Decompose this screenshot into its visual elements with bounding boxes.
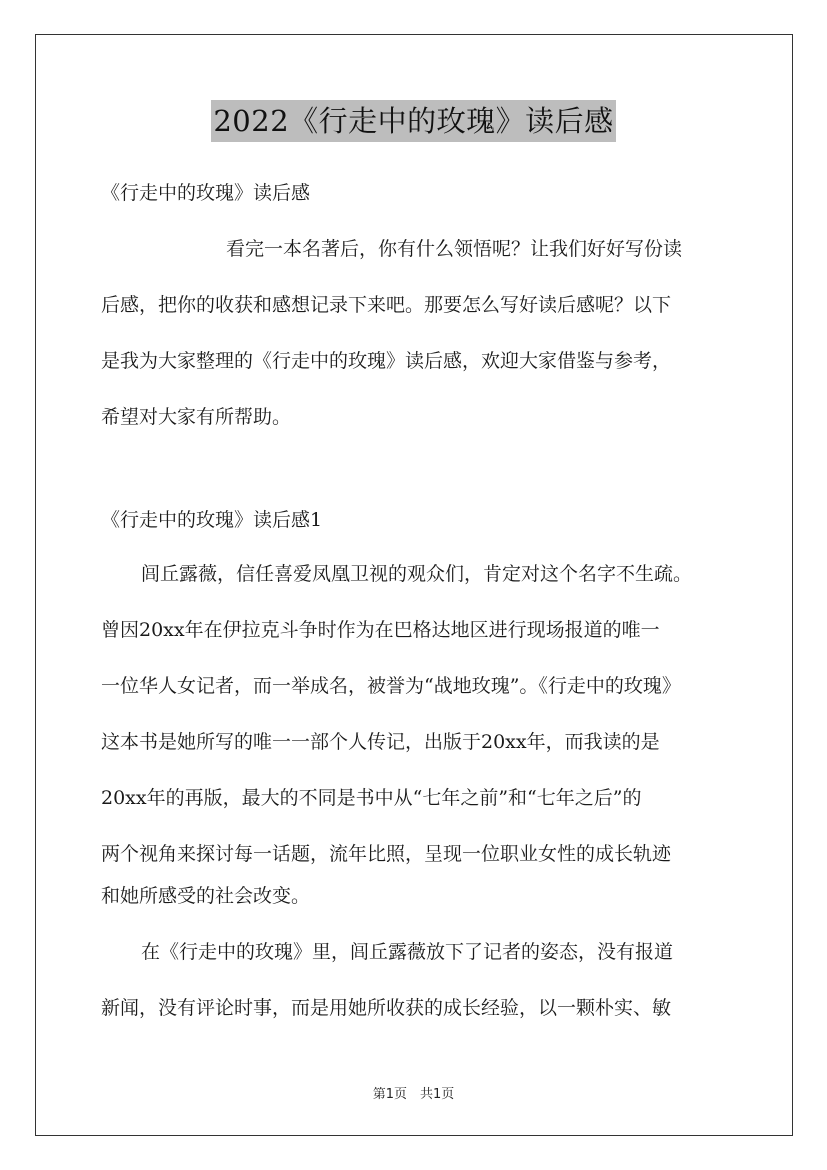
paragraph-line: 新闻，没有评论时事，而是用她所收获的成长经验，以一颗朴实、敏 xyxy=(101,997,672,1019)
paragraph-line: 曾因20xx年在伊拉克斗争时作为在巴格达地区进行现场报道的唯一 xyxy=(101,619,660,641)
paragraph-line: 两个视角来探讨每一话题，流年比照，呈现一位职业女性的成长轨迹 xyxy=(101,843,672,865)
intro-line: 看完一本名著后，你有什么领悟呢？让我们好好写份读 xyxy=(226,238,683,260)
title-container xyxy=(0,100,827,142)
section-heading: 《行走中的玫瑰》读后感1 xyxy=(101,509,323,531)
page-footer: 第1页 共1页 xyxy=(372,1087,455,1102)
paragraph-line: 在《行走中的玫瑰》里，闾丘露薇放下了记者的姿态，没有报道 xyxy=(141,941,674,963)
intro-line: 后感，把你的收获和感想记录下来吧。那要怎么写好读后感呢？以下 xyxy=(101,294,672,316)
paragraph-line: 和她所感受的社会改变。 xyxy=(101,885,311,907)
paragraph-line: 闾丘露薇，信任喜爱凤凰卫视的观众们，肯定对这个名字不生疏。 xyxy=(141,563,693,585)
paragraph-line: 20xx年的再版，最大的不同是书中从“七年之前”和“七年之后”的 xyxy=(101,787,642,809)
document-subtitle: 《行走中的玫瑰》读后感 xyxy=(101,182,311,204)
intro-line: 是我为大家整理的《行走中的玫瑰》读后感，欢迎大家借鉴与参考， xyxy=(101,350,672,372)
paragraph-line: 一位华人女记者，而一举成名，被誉为“战地玫瑰”。《行走中的玫瑰》 xyxy=(101,675,681,697)
intro-line: 希望对大家有所帮助。 xyxy=(101,406,292,428)
paragraph-line: 这本书是她所写的唯一一部个人传记，出版于20xx年，而我读的是 xyxy=(101,731,660,753)
document-title: 2022《行走中的玫瑰》读后感 xyxy=(211,100,615,142)
